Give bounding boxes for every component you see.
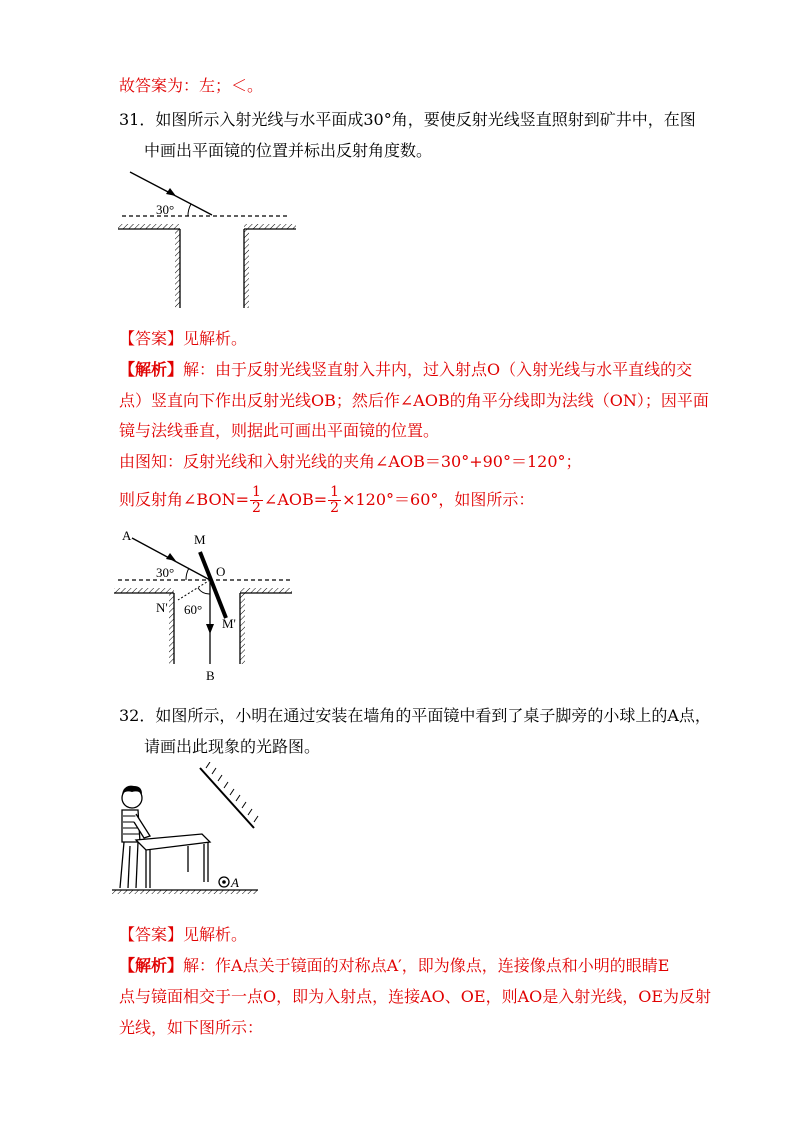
a31-angle-60: 60° xyxy=(184,602,203,617)
a31-figure xyxy=(110,524,300,684)
a31-explanation-line3: 镜与法线垂直，则据此可画出平面镜的位置。 xyxy=(119,421,440,440)
a31-fraction-2 xyxy=(328,485,341,516)
a32-explanation-tag: 【解析】 xyxy=(119,956,184,975)
a32-explanation-line2: 点与镜面相交于一点O，即为入射点，连接AO、OE，则AO是入射光线，OE为反射 xyxy=(119,987,712,1006)
a31-label-M: M xyxy=(194,532,206,547)
q31-figure xyxy=(110,168,300,310)
q32-text-line1: 32．如图所示，小明在通过安装在墙角的平面镜中看到了桌子脚旁的小球上的A点， xyxy=(119,706,711,725)
a32-explanation-text1: 解：作A点关于镜面的对称点A′，即为像点，连接像点和小明的眼睛E xyxy=(183,956,670,975)
a31-angle-30: 30° xyxy=(156,565,175,580)
a31-exp5-part-a: 则反射角∠BON= xyxy=(119,490,249,509)
a31-explanation-line1 xyxy=(119,360,692,380)
a31-fraction-2-num: 1 xyxy=(330,484,340,500)
prev-answer: 故答案为：左；＜。 xyxy=(119,76,264,95)
q31-text-line1: 31．如图所示入射光线与水平面成30°角，要使反射光线竖直照射到矿井中，在图 xyxy=(119,110,696,129)
q32-label-A: A xyxy=(231,875,239,890)
a31-label-O: O xyxy=(216,564,226,579)
a31-label-A: A xyxy=(122,528,132,543)
a32-answer: 【答案】见解析。 xyxy=(119,925,248,944)
a31-fraction-2-den: 2 xyxy=(330,500,340,516)
a31-label-B: B xyxy=(206,668,215,683)
q32-text-line2: 请画出此现象的光路图。 xyxy=(144,737,321,756)
a31-fraction-1-num: 1 xyxy=(252,484,261,500)
a31-fraction-1-den: 2 xyxy=(252,500,261,516)
a31-fraction-1 xyxy=(250,485,263,516)
a31-exp5-part-c: ×120°＝60°，如图所示： xyxy=(342,490,535,509)
q31-angle-label: 30° xyxy=(156,202,175,217)
a31-answer: 【答案】见解析。 xyxy=(119,329,248,348)
a31-explanation-line4: 由图知：反射光线和入射光线的夹角∠AOB＝30°+90°＝120°； xyxy=(119,452,582,471)
q32-figure xyxy=(108,762,278,900)
a31-label-N: N' xyxy=(156,600,168,615)
a32-explanation-line3: 光线，如下图所示： xyxy=(119,1018,264,1037)
a31-explanation-tag: 【解析】 xyxy=(119,360,184,379)
a31-explanation-text1: 解：由于反射光线竖直射入井内，过入射点O（入射光线与水平直线的交 xyxy=(183,360,693,379)
a31-exp5-part-b: ∠AOB= xyxy=(263,490,328,509)
q31-text-line2: 中画出平面镜的位置并标出反射角度数。 xyxy=(144,141,433,160)
a31-label-M-prime: M' xyxy=(222,616,236,631)
a31-explanation-line2: 点）竖直向下作出反射光线OB；然后作∠AOB的角平分线即为法线（ON）；因平面 xyxy=(119,391,709,410)
a32-explanation-line1 xyxy=(119,956,669,976)
a31-explanation-line5 xyxy=(119,484,534,516)
